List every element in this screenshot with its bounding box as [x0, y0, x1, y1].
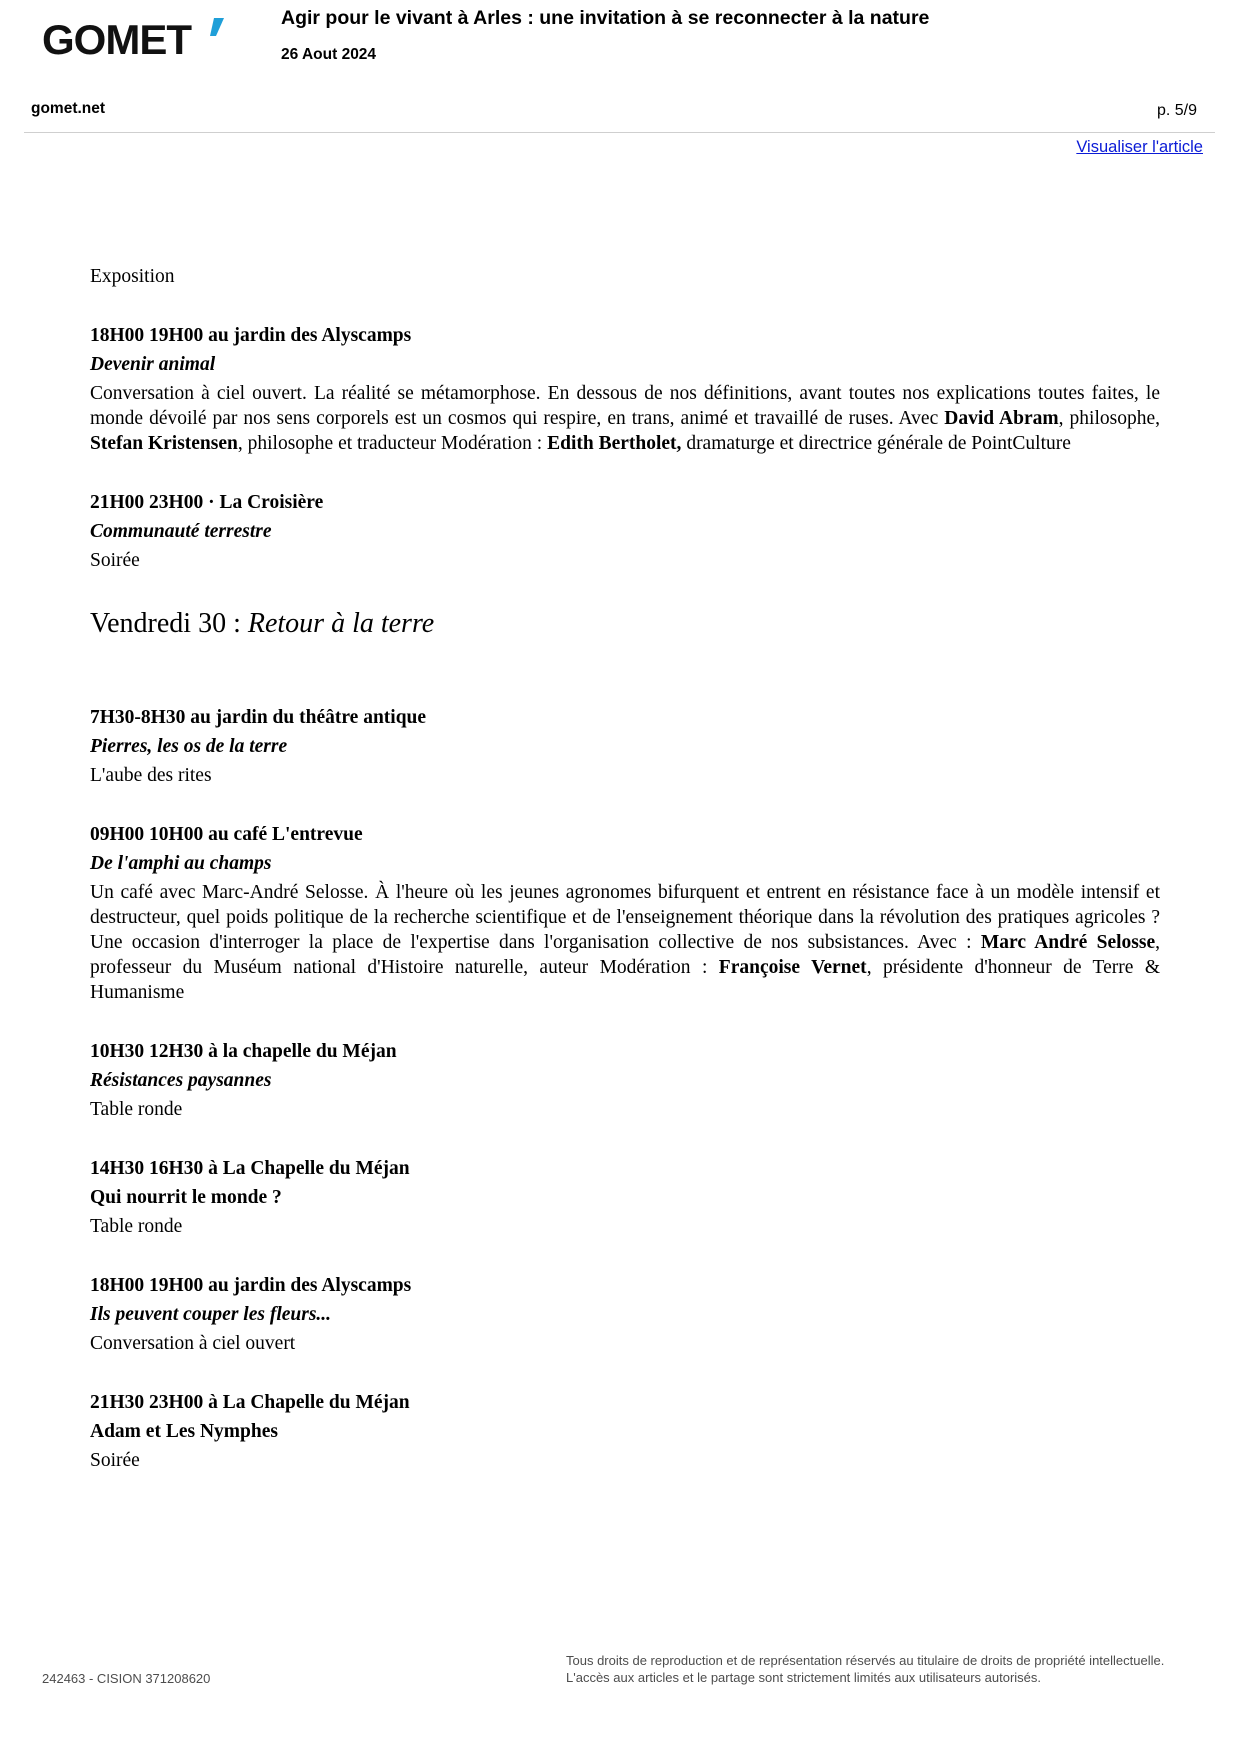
- event-description: Table ronde: [90, 1216, 183, 1237]
- event-time: 7H30-8H30 au jardin du théâtre antique: [90, 707, 427, 728]
- article-body: [90, 264, 1160, 1507]
- event-item: [90, 1273, 1160, 1356]
- moderator-name: Françoise Vernet: [718, 957, 867, 978]
- legal-line: L'accès aux articles et le partage sont strictement limités aux utilisateurs autorisés.: [566, 1670, 1042, 1685]
- article-title: Agir pour le vivant à Arles : une invitation à se reconnecter à la nature: [281, 7, 930, 29]
- event-description: Un café avec Marc-André Selosse. À l'heure où les jeunes agronomes bifurquent et entrent en résistance face à un modèle intensif et destructeur, quel poids politique de la recherche scientifique et de l'enseignement théorique dans la révolution des pratiques agricoles ? Une occasion d'interroger la place de l'expertise dans l'organisation collective de nos subsistances. Avec : Marc André Selosse, professeur du Muséum national d'Histoire naturelle, auteur Modération : Françoise Vernet, présidente d'honneur de Terre & Humanisme: [90, 882, 1161, 1003]
- article-date: 26 Aout 2024: [281, 46, 377, 63]
- event-time: 14H30 16H30 à La Chapelle du Méjan: [90, 1158, 410, 1179]
- event-description: Soirée: [90, 1450, 140, 1471]
- event-item: [90, 1390, 1160, 1473]
- event-time: 21H00 23H00 · La Croisière: [90, 492, 324, 513]
- event-title: Communauté terrestre: [90, 521, 272, 542]
- legal-notice: [566, 1652, 1164, 1686]
- event-item: [90, 1039, 1160, 1122]
- day-theme: Retour à la terre: [247, 608, 435, 639]
- logo-text: GOMET: [42, 16, 191, 62]
- event-description: L'aube des rites: [90, 765, 212, 786]
- speaker-name: David Abram: [944, 408, 1059, 429]
- moderator-name: Edith Bertholet,: [547, 433, 682, 454]
- event-title: Qui nourrit le monde ?: [90, 1187, 282, 1208]
- event-title: Résistances paysannes: [90, 1070, 272, 1091]
- header-divider: [24, 132, 1215, 133]
- event-time: 18H00 19H00 au jardin des Alyscamps: [90, 1275, 412, 1296]
- event-title: Ils peuvent couper les fleurs...: [90, 1304, 332, 1325]
- event-title: Adam et Les Nymphes: [90, 1421, 278, 1442]
- speaker-name: Stefan Kristensen: [90, 433, 238, 454]
- event-title: Devenir animal: [90, 354, 216, 375]
- event-title: Pierres, les os de la terre: [90, 736, 288, 757]
- event-time: 09H00 10H00 au café L'entrevue: [90, 824, 363, 845]
- event-description: Soirée: [90, 550, 140, 571]
- event-item: [90, 822, 1160, 1005]
- event-title: De l'amphi au champs: [90, 853, 272, 874]
- event-description: Conversation à ciel ouvert. La réalité se métamorphose. En dessous de nos définitions, avant toutes nos explications toutes faites, le monde dévoilé par nos sens corporels est un cosmos qui respire, en trans, animé et travaillé de ruses. Avec David Abram, philosophe, Stefan Kristensen, philosophe et traducteur Modération : Edith Bertholet, dramaturge et directrice générale de PointCulture: [90, 383, 1160, 454]
- document-id: 242463 - CISION 371208620: [42, 1671, 211, 1686]
- event-description: Table ronde: [90, 1099, 183, 1120]
- event-item: [90, 705, 1160, 788]
- event-description: Conversation à ciel ouvert: [90, 1333, 296, 1354]
- speaker-name: Marc André Selosse: [980, 932, 1156, 953]
- event-item: [90, 490, 1160, 573]
- intro-text: Exposition: [90, 266, 175, 287]
- event-time: 21H30 23H00 à La Chapelle du Méjan: [90, 1392, 410, 1413]
- page-number: p. 5/9: [1156, 102, 1197, 119]
- gomet-logo: [42, 16, 232, 62]
- event-time: 10H30 12H30 à la chapelle du Méjan: [90, 1041, 397, 1062]
- event-item: [90, 323, 1160, 456]
- view-article-link[interactable]: Visualiser l'article: [1076, 138, 1203, 156]
- legal-line: Tous droits de reproduction et de représentation réservés au titulaire de droits de propriété intellectuelle.: [566, 1653, 1165, 1668]
- source-name: gomet.net: [31, 100, 106, 117]
- day-heading: Vendredi 30 : Retour à la terre: [90, 608, 435, 639]
- event-time: 18H00 19H00 au jardin des Alyscamps: [90, 325, 412, 346]
- event-item: [90, 1156, 1160, 1239]
- logo-accent: [210, 18, 224, 36]
